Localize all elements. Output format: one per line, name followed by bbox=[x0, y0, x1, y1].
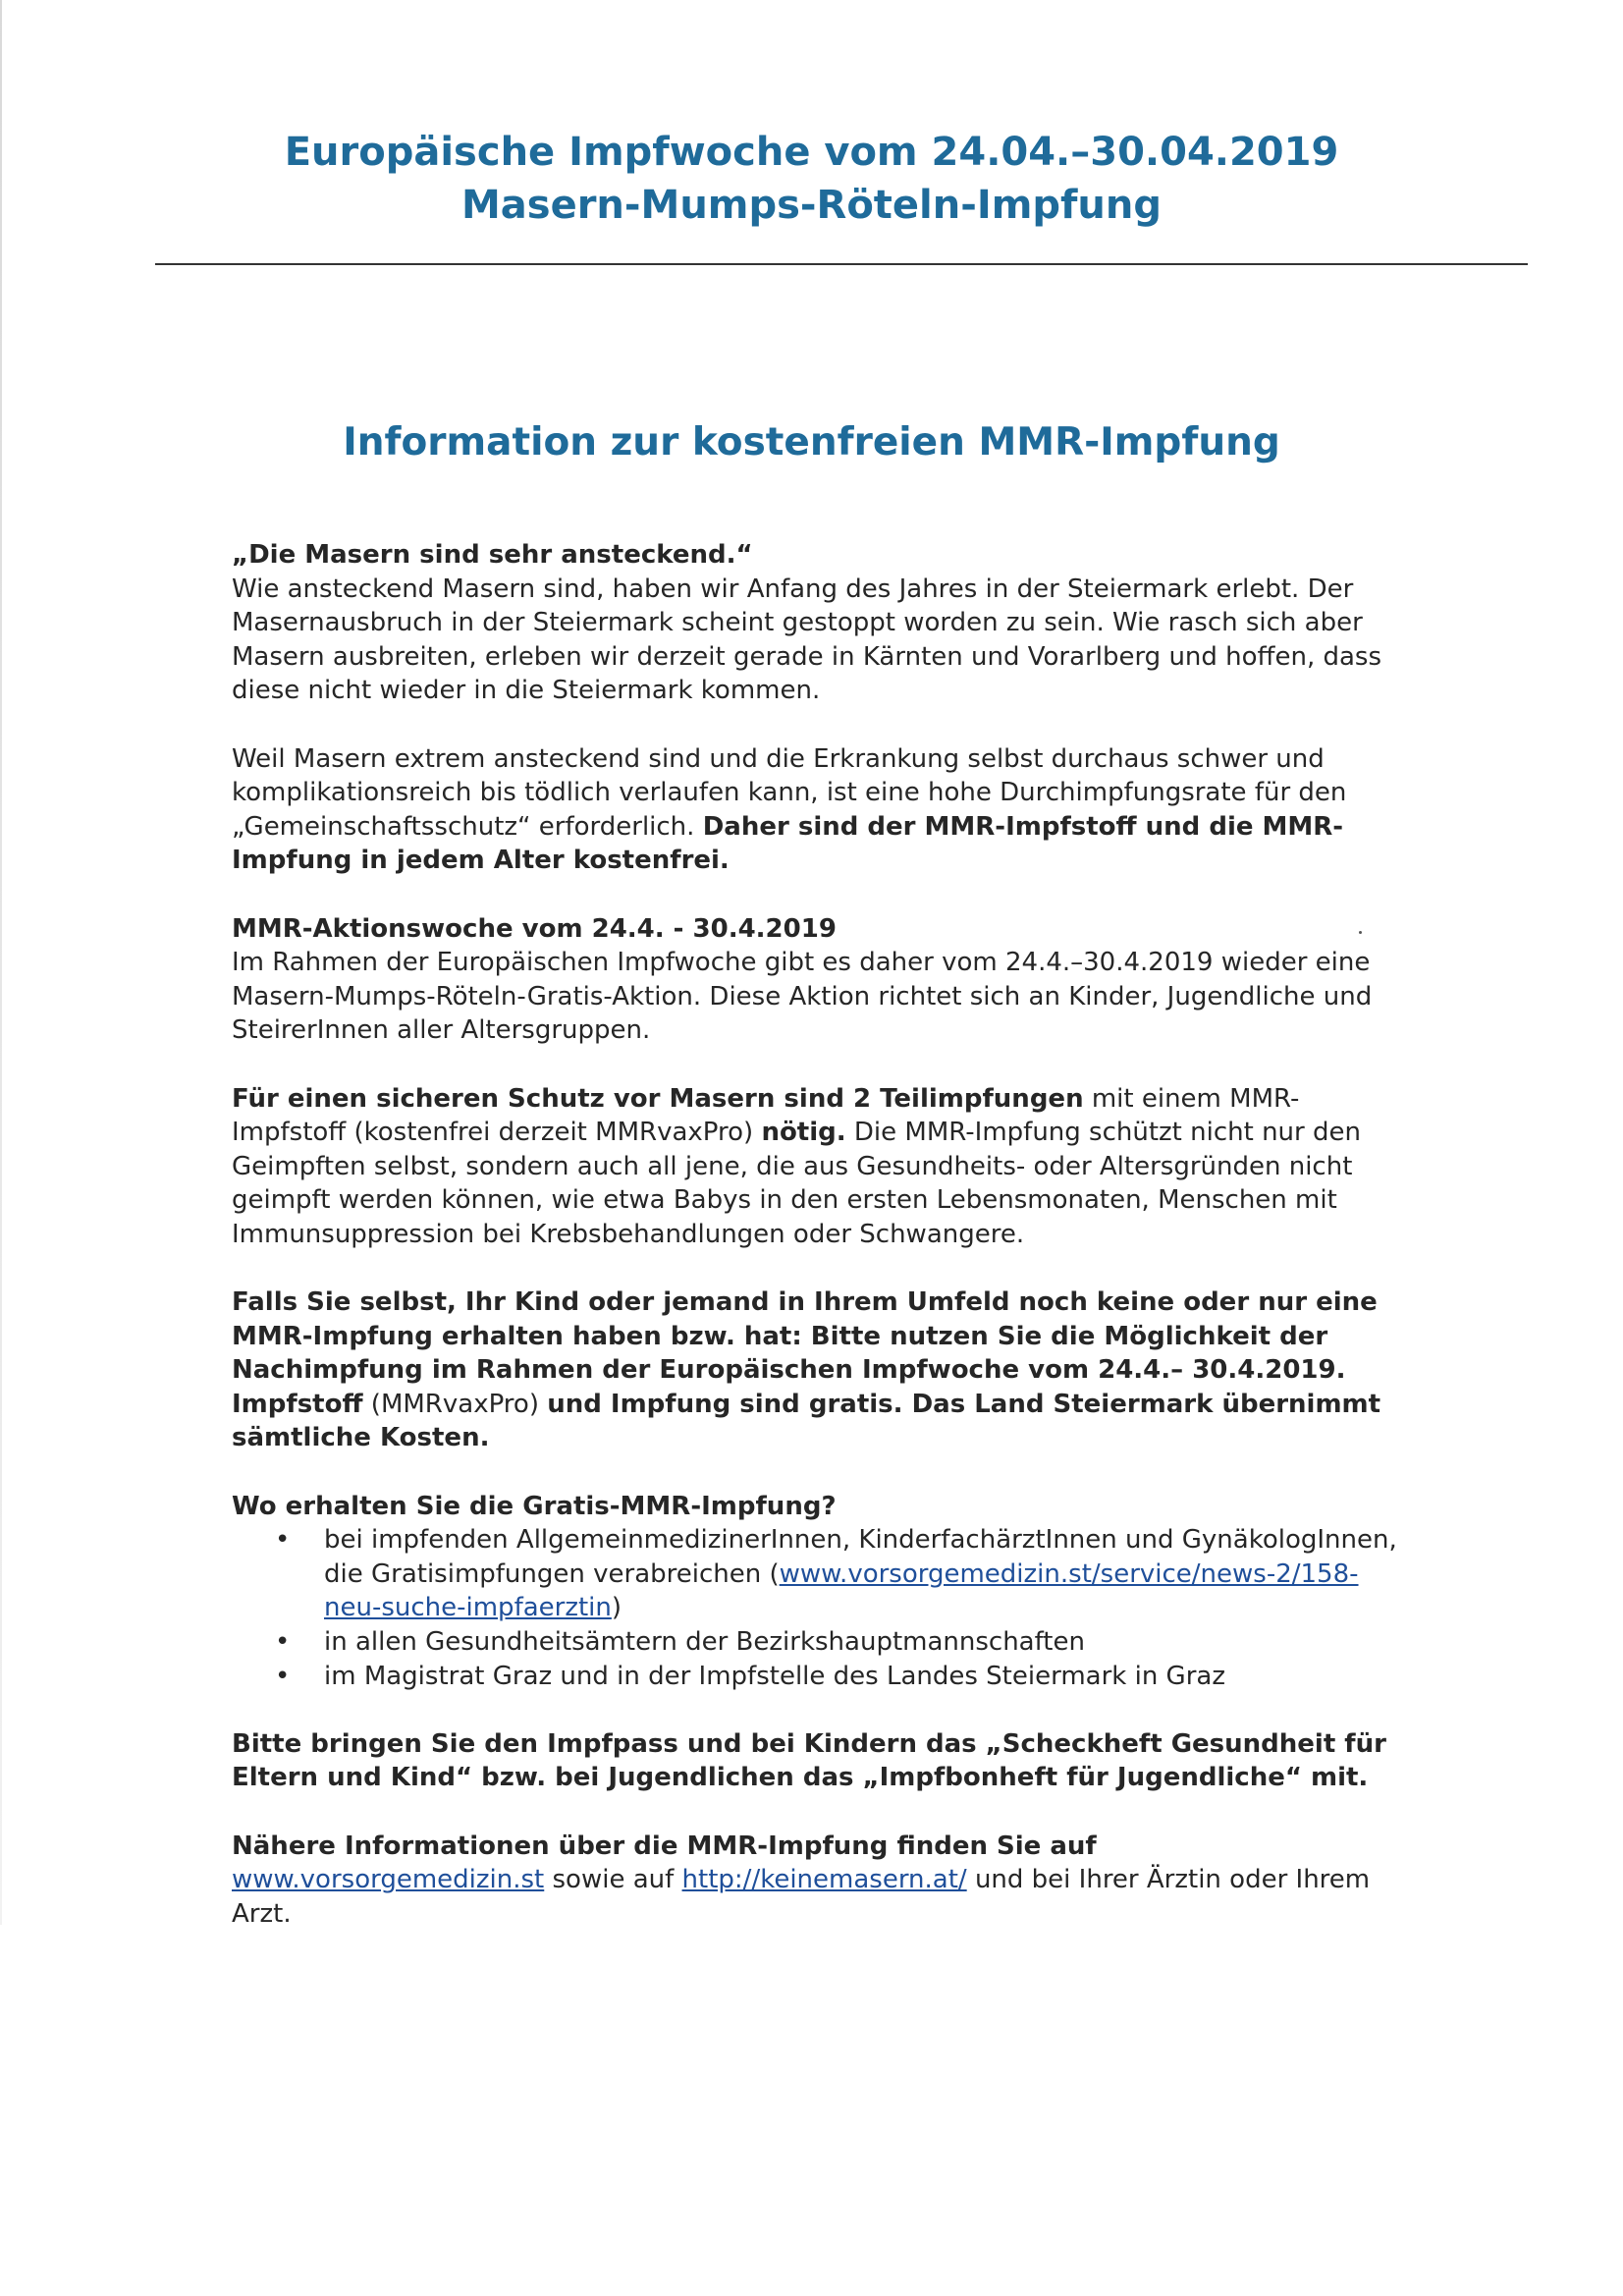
section-heading: MMR-Aktionswoche vom 24.4. - 30.4.2019 bbox=[232, 913, 837, 944]
section-catch-up-vaccination bbox=[232, 1285, 1410, 1455]
section-two-doses bbox=[232, 1082, 1410, 1252]
header-title: Europäische Impfwoche vom 24.04.–30.04.2019 bbox=[284, 130, 1339, 175]
vorsorgemedizin-link[interactable]: www.vorsorgemedizin.st bbox=[232, 1865, 545, 1895]
list-item bbox=[232, 1625, 1410, 1660]
paragraph-text: Wie ansteckend Masern sind, haben wir Anfang des Jahres in der Steiermark erlebt. Der Masernausbruch in der Steiermark scheint gestoppt worden zu sein. Wie rasch sich aber Masern ausbreiten, erleben wir derzeit gerade in Kärnten und Vorarlberg und hoffen, dass diese nicht wieder in die Steiermark kommen. bbox=[232, 574, 1382, 706]
paragraph-emphasis: Daher sind der MMR-Impfstoff und die MMR-Impfung in jedem Alter kostenfrei. bbox=[232, 811, 1344, 876]
section-heading: Wo erhalten Sie die Gratis-MMR-Impfung? bbox=[232, 1491, 837, 1521]
paragraph-text: Die MMR-Impfung schützt nicht nur den Geimpften selbst, sondern auch all jene, die aus Gesundheits- oder Altersgründen nicht geimpft werden können, wie etwa Babys in den ersten Lebensmonaten, Menschen mit Immunsuppression bei Krebsbehandlungen oder Schwangere. bbox=[232, 1118, 1361, 1249]
section-bring-documents: Bitte bringen Sie den Impfpass und bei Kindern das „Scheckheft Gesundheit für Eltern und Kind“ bzw. bei Jugendlichen das „Impfbonheft für Jugendliche“ mit. bbox=[232, 1728, 1386, 1793]
paragraph-text: und bei Ihrer Ärztin oder Ihrem Arzt. bbox=[232, 1865, 1371, 1929]
list-item-text: im Magistrat Graz und in der Impfstelle des Landes Steiermark in Graz bbox=[324, 1661, 1225, 1691]
section-more-info bbox=[232, 1830, 1410, 1932]
document-body bbox=[232, 538, 1410, 1931]
section-action-week bbox=[232, 912, 1410, 1048]
list-item bbox=[232, 1660, 1410, 1694]
paragraph-text: Weil Masern extrem ansteckend sind und die Erkrankung selbst durchaus schwer und komplikationsreich bis tödlich verlaufen kann, ist eine hohe Durchimpfungsrate für den „Gemeinschaftsschutz“ erforderlich. bbox=[232, 743, 1347, 842]
paragraph-text: mit einem MMR-Impfstoff (kostenfrei derzeit MMRvaxPro) bbox=[232, 1083, 1300, 1148]
paragraph-emphasis: Nähere Informationen über die MMR-Impfung finden Sie auf bbox=[232, 1831, 1097, 1861]
bullet-icon: • bbox=[275, 1661, 291, 1691]
header-divider bbox=[155, 263, 1528, 265]
section-heading: „Die Masern sind sehr ansteckend.“ bbox=[232, 540, 753, 570]
paragraph-text: (MMRvaxPro) bbox=[362, 1389, 548, 1419]
header-subtitle: Masern-Mumps-Röteln-Impfung bbox=[460, 183, 1163, 228]
bullet-icon: • bbox=[275, 1627, 291, 1657]
page-title: Information zur kostenfreien MMR-Impfung bbox=[343, 420, 1280, 465]
location-list bbox=[232, 1523, 1410, 1693]
list-item-text: bei impfenden AllgemeinmedizinerInnen, KinderfachärztInnen und GynäkologInnen, die Gratisimpfungen verabreichen ( bbox=[324, 1525, 1397, 1589]
section-where-to-get bbox=[232, 1490, 1410, 1694]
paragraph-text: sowie auf bbox=[544, 1865, 682, 1895]
paragraph-emphasis: Für einen sicheren Schutz vor Masern sind 2 Teilimpfungen bbox=[232, 1083, 1084, 1114]
section-free-vaccine bbox=[232, 742, 1410, 878]
vaccination-doctor-search-link[interactable]: www.vorsorgemedizin.st/service/news-2/158-neu-suche-impfaerztin bbox=[324, 1558, 1359, 1623]
bullet-icon: • bbox=[275, 1525, 291, 1556]
paragraph-text: Im Rahmen der Europäischen Impfwoche gibt es daher vom 24.4.–30.4.2019 wieder eine Masern-Mumps-Röteln-Gratis-Aktion. Diese Aktion richtet sich an Kinder, Jugendliche und SteirerInnen aller Altersgruppen. bbox=[232, 948, 1373, 1046]
keinemasern-link[interactable]: http://keinemasern.at/ bbox=[681, 1865, 967, 1895]
paragraph-emphasis: und Impfung sind gratis. Das Land Steiermark übernimmt sämtliche Kosten. bbox=[232, 1389, 1381, 1453]
document-header bbox=[0, 126, 1623, 232]
section-measles-contagious bbox=[232, 538, 1410, 708]
list-item-text: in allen Gesundheitsämtern der Bezirkshauptmannschaften bbox=[324, 1627, 1085, 1657]
scan-edge-shadow bbox=[0, 0, 2, 1925]
list-item-text-close: ) bbox=[611, 1593, 622, 1623]
list-item bbox=[232, 1523, 1410, 1625]
paragraph-emphasis: Falls Sie selbst, Ihr Kind oder jemand in Ihrem Umfeld noch keine oder nur eine MMR-Impfung erhalten haben bzw. hat: Bitte nutzen Sie die Möglichkeit der Nachimpfung im Rahmen der Europäischen Impfwoche vom 24.4.– 30.4.2019. Impfstoff bbox=[232, 1287, 1378, 1419]
paragraph-emphasis: nötig. bbox=[761, 1118, 846, 1148]
